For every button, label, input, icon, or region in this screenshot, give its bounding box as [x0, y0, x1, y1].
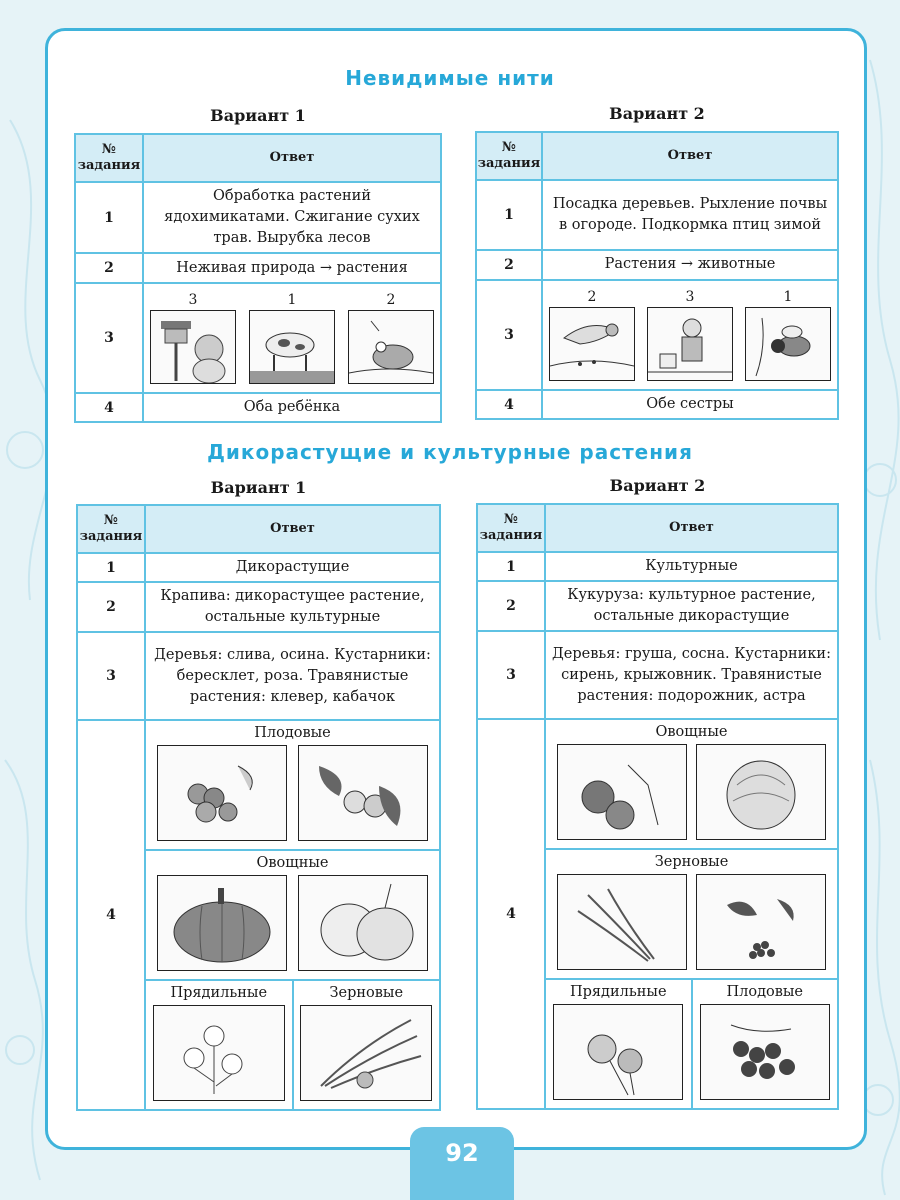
plant-group-pair: [546, 980, 837, 1108]
s1-v2-answer-table: [475, 131, 839, 420]
picture-order-number: 3: [685, 289, 695, 305]
group-label: Овощные: [655, 724, 728, 741]
table-row: [477, 719, 838, 1109]
table-row: [77, 582, 440, 632]
answer-text: Крапива: дикорастущее растение, остальные культурные: [145, 582, 440, 632]
answer-text: Кукуруза: культурное растение, остальные дикорастущие: [545, 581, 838, 631]
answer-text: Деревья: слива, осина. Кустарники: бересклет, роза. Травянистые растения: клевер, кабачок: [145, 632, 440, 720]
task-number: 3: [477, 631, 545, 719]
s2-variant1-title: Вариант 1: [210, 478, 307, 497]
picture-order-number: 2: [587, 289, 597, 305]
task-number: 4: [77, 720, 145, 1110]
table-row: [75, 253, 441, 283]
plant-group: [146, 721, 439, 851]
group-label: Плодовые: [726, 984, 804, 1001]
column-header-answer: Ответ: [145, 505, 440, 553]
answer-text: Обработка растений ядохимикатами. Сжигание сухих трав. Вырубка лесов: [143, 182, 441, 253]
table-row: [476, 280, 838, 390]
task-number: 2: [75, 253, 143, 283]
pumpkin-picture: [157, 875, 287, 971]
picture-answer-cell: [542, 280, 838, 390]
frog-picture: [348, 310, 434, 384]
table-row: [476, 180, 838, 250]
plum-branch-picture: [157, 745, 287, 841]
task-number: 4: [477, 719, 545, 1109]
gooseberry-branch-picture: [298, 745, 428, 841]
picture-answer-cell: [143, 283, 441, 393]
group-label: Прядильные: [170, 985, 268, 1002]
plant-group: [146, 851, 439, 981]
table-row: [75, 283, 441, 393]
table-row: [476, 250, 838, 280]
task-number: 1: [476, 180, 542, 250]
flax-flowers-picture: [553, 1004, 683, 1100]
task-number: 2: [477, 581, 545, 631]
page-number: 92: [445, 1139, 479, 1167]
picture-order-number: 1: [287, 292, 297, 309]
column-header-task-number: № задания: [75, 134, 143, 182]
plant-groups-cell: [545, 719, 838, 1109]
s1-variant2-title: Вариант 2: [609, 104, 705, 123]
s2-v1-answer-table: [76, 504, 441, 1111]
table-row: [77, 720, 440, 1110]
plant-group: [546, 980, 693, 1108]
section-title-wild-and-cultivated-plants: Дикорастущие и культурные растения: [207, 440, 693, 464]
plant-group: [693, 980, 838, 1108]
picture-order-number: 1: [783, 289, 793, 305]
group-label: Зерновые: [654, 854, 729, 871]
table-row: [476, 390, 838, 419]
task-number: 2: [476, 250, 542, 280]
task-number: 1: [77, 553, 145, 582]
group-label: Плодовые: [254, 725, 331, 742]
task-number: 4: [476, 390, 542, 419]
table-row: [477, 581, 838, 631]
plant-group: [146, 981, 294, 1109]
table-row: [477, 631, 838, 719]
answer-text: Оба ребёнка: [143, 393, 441, 422]
s1-v1-answer-table: [74, 133, 442, 423]
bee-on-flower-picture: [745, 307, 831, 381]
table-row: [75, 393, 441, 422]
cows-picture: [249, 310, 335, 384]
plant-groups-cell: [145, 720, 440, 1110]
column-header-answer: Ответ: [542, 132, 838, 180]
column-header-answer: Ответ: [545, 504, 838, 552]
answer-text: Деревья: груша, сосна. Кустарники: сирень, крыжовник. Травянистые растения: подорожник, астра: [545, 631, 838, 719]
cabbage-picture: [696, 744, 826, 840]
picture-order-number: 2: [386, 292, 396, 309]
group-label: Овощные: [256, 855, 329, 872]
group-label: Зерновые: [329, 985, 404, 1002]
plant-group-pair: [146, 981, 439, 1109]
table-row: [75, 182, 441, 253]
task-number: 1: [75, 182, 143, 253]
rye-ears-picture: [557, 874, 687, 970]
s2-variant2-title: Вариант 2: [609, 476, 706, 495]
wheat-picture: [300, 1005, 432, 1101]
task-number: 3: [75, 283, 143, 393]
task-number: 3: [77, 632, 145, 720]
task-number: 4: [75, 393, 143, 422]
column-header-task-number: № задания: [477, 504, 545, 552]
tomatoes-picture: [557, 744, 687, 840]
column-header-task-number: № задания: [476, 132, 542, 180]
plant-group: [546, 850, 837, 980]
currant-berries-picture: [700, 1004, 830, 1100]
answer-text: Растения → животные: [542, 250, 838, 280]
table-row: [77, 632, 440, 720]
child-gardening-picture: [647, 307, 733, 381]
task-number: 3: [476, 280, 542, 390]
column-header-task-number: № задания: [77, 505, 145, 553]
picture-order-number: 3: [188, 292, 198, 309]
group-label: Прядильные: [569, 984, 667, 1001]
answer-text: Посадка деревьев. Рыхление почвы в огороде. Подкормка птиц зимой: [542, 180, 838, 250]
task-number: 1: [477, 552, 545, 581]
cotton-picture: [153, 1005, 285, 1101]
answer-text: Культурные: [545, 552, 838, 581]
table-row: [477, 552, 838, 581]
s2-v2-answer-table: [476, 503, 839, 1110]
column-header-answer: Ответ: [143, 134, 441, 182]
answer-text: Обе сестры: [542, 390, 838, 419]
page-number-tab: [410, 1127, 514, 1200]
answer-text: Дикорастущие: [145, 553, 440, 582]
task-number: 2: [77, 582, 145, 632]
plant-group: [294, 981, 440, 1109]
bird-feeder-picture: [150, 310, 236, 384]
plant-group: [546, 720, 837, 850]
buckwheat-picture: [696, 874, 826, 970]
garlic-picture: [298, 875, 428, 971]
section-title-invisible-threads: Невидимые нити: [345, 66, 555, 90]
s1-variant1-title: Вариант 1: [210, 106, 306, 125]
table-row: [77, 553, 440, 582]
bird-eating-picture: [549, 307, 635, 381]
answer-text: Неживая природа → растения: [143, 253, 441, 283]
